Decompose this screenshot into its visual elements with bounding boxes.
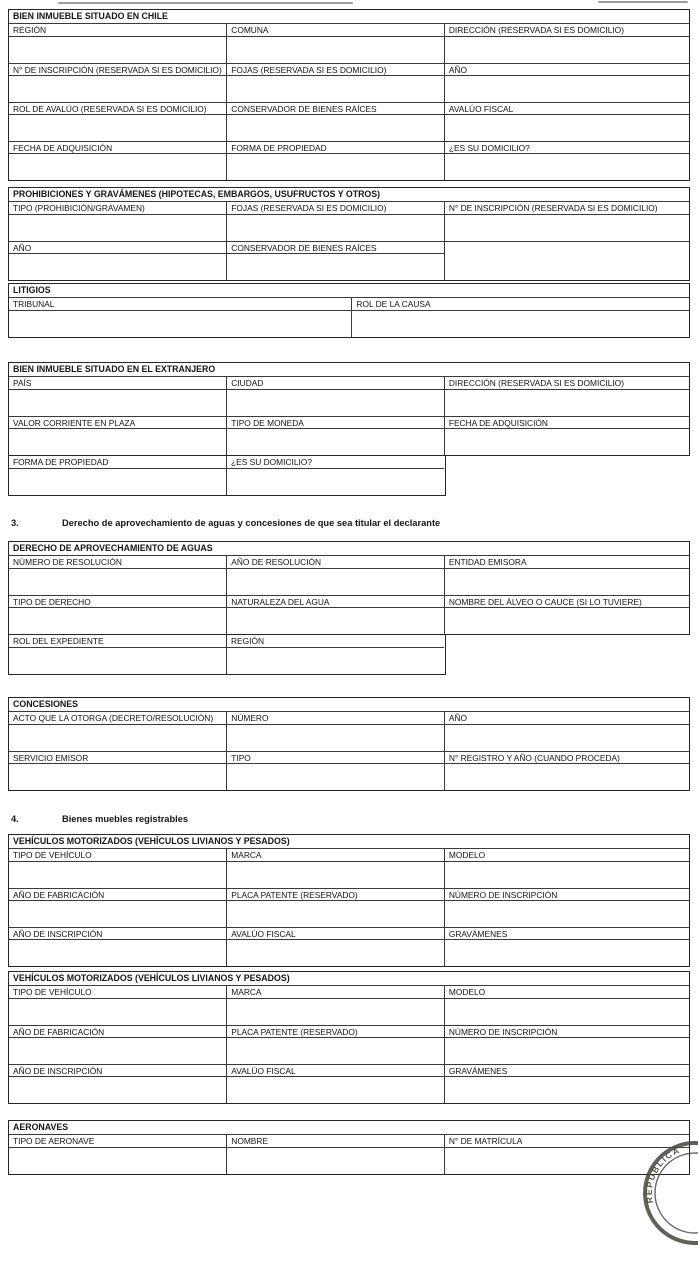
field-value-empty <box>445 861 689 888</box>
section-heading-3 <box>0 518 698 530</box>
field-value-empty <box>227 36 445 63</box>
field-value-empty <box>352 310 689 337</box>
table-label-row <box>9 1025 689 1037</box>
field-value-empty <box>445 1037 689 1064</box>
table-value-row <box>9 428 689 455</box>
field-label: NÚMERO <box>227 712 445 724</box>
field-value-empty <box>227 724 445 751</box>
field-label: NOMBRE DEL ÁLVEO O CAUCE (SI LO TUVIERE) <box>445 595 689 607</box>
table-title: PROHIBICIONES Y GRAVÁMENES (HIPOTECAS, EMBARGOS, USUFRUCTOS Y OTROS) <box>9 188 689 202</box>
field-label: AVALÚO FISCAL <box>227 1064 445 1076</box>
field-label: TRIBUNAL <box>9 298 352 310</box>
field-value-empty <box>227 214 445 241</box>
field-value-empty <box>227 939 445 966</box>
table-value-row <box>9 214 689 241</box>
table-title: AERONAVES <box>9 1121 689 1135</box>
table-label-row <box>9 986 689 998</box>
field-label: ENTIDAD EMISORA <box>448 557 527 567</box>
field-label: TIPO (PROHIBICIÓN/GRAVAMEN) <box>9 202 227 214</box>
table-value-row <box>9 939 689 966</box>
field-label: TIPO <box>227 751 445 763</box>
field-value-empty <box>9 998 227 1025</box>
field-value-empty <box>9 75 227 102</box>
field-value-empty <box>9 468 227 495</box>
table-label-row <box>9 1135 689 1147</box>
field-label: N° DE INSCRIPCIÓN (RESERVADA SI ES DOMICILIO) <box>9 63 227 75</box>
field-label: NÚMERO DE RESOLUCIÓN <box>9 556 227 568</box>
field-value-empty <box>9 428 227 455</box>
field-label: TIPO DE AERONAVE <box>9 1135 227 1147</box>
field-value-empty <box>9 939 227 966</box>
table-label-row <box>9 241 689 253</box>
field-value-empty <box>445 253 689 280</box>
field-value-empty <box>227 607 445 634</box>
table-value-row <box>9 1147 689 1174</box>
field-label: FOJAS (RESERVADA SI ES DOMICILIO) <box>227 63 445 75</box>
field-label: NATURALEZA DEL AGUA <box>227 595 445 607</box>
field-label: ¿ES SU DOMICILIO? <box>445 141 689 153</box>
section-heading-4 <box>0 814 698 826</box>
field-value-empty <box>9 310 352 337</box>
field-value-empty <box>227 568 445 595</box>
field-label: CONSERVADOR DE BIENES RAÍCES <box>227 241 445 253</box>
section-number: 4. <box>11 814 19 824</box>
field-value-empty <box>445 1076 689 1103</box>
table-value-row <box>9 36 689 63</box>
field-label: N° REGISTRO Y AÑO (CUANDO PROCEDA) <box>445 751 689 763</box>
table-title: VEHÍCULOS MOTORIZADOS (VEHÍCULOS LIVIANOS Y PESADOS) <box>9 835 689 849</box>
field-value-empty <box>9 389 227 416</box>
table-label-row <box>9 849 689 861</box>
section-number: 3. <box>11 518 19 528</box>
field-value-empty <box>227 75 445 102</box>
table-value-row <box>9 1037 689 1064</box>
table-prohibiciones-gravamenes <box>8 187 690 281</box>
table-derecho-aguas <box>8 541 690 675</box>
field-label: NÚMERO DE INSCRIPCIÓN <box>445 1025 689 1037</box>
table-label-row <box>9 888 689 900</box>
field-value-empty <box>227 763 445 790</box>
table-bien-inmueble-extranjero <box>8 362 690 496</box>
field-label: MODELO <box>448 850 486 860</box>
table-label-row <box>9 416 689 428</box>
field-value-empty <box>227 647 444 674</box>
field-label: AÑO DE RESOLUCIÓN <box>227 556 445 568</box>
table-title: LITIGIOS <box>9 284 689 298</box>
field-value-empty <box>227 114 445 141</box>
field-value-empty <box>445 998 689 1025</box>
field-value-empty <box>227 1037 445 1064</box>
table-value-row <box>9 114 689 141</box>
field-label: FECHA DE ADQUISICIÓN <box>445 416 689 428</box>
table-title: DERECHO DE APROVECHAMIENTO DE AGUAS <box>9 542 689 556</box>
field-value-empty <box>445 724 689 751</box>
field-label: AÑO <box>9 241 227 253</box>
scan-artifact <box>58 2 353 4</box>
field-value-empty <box>445 900 689 927</box>
table-litigios <box>8 283 690 338</box>
table-value-row <box>9 900 689 927</box>
field-label: ACTO QUE LA OTORGA (DECRETO/RESOLUCIÓN) <box>9 712 227 724</box>
field-label: AÑO DE FABRICACIÓN <box>9 888 227 900</box>
table-label-row <box>9 1064 689 1076</box>
table-label-row <box>9 712 689 724</box>
table-title: BIEN INMUEBLE SITUADO EN EL EXTRANJERO <box>9 363 689 377</box>
field-value-empty <box>9 568 227 595</box>
field-value-empty <box>227 1147 445 1174</box>
field-value-empty <box>9 36 227 63</box>
field-label: CONSERVADOR DE BIENES RAÍCES <box>227 102 445 114</box>
field-label: AÑO DE INSCRIPCIÓN <box>9 927 227 939</box>
field-value-empty <box>227 153 445 180</box>
field-value-empty <box>227 468 444 495</box>
table-value-row <box>9 607 689 634</box>
field-label: ROL DE LA CAUSA <box>356 299 431 309</box>
field-value-empty <box>445 75 689 102</box>
field-label: FOJAS (RESERVADA SI ES DOMICILIO) <box>227 202 445 214</box>
field-label: FORMA DE PROPIEDAD <box>227 141 445 153</box>
field-label: PLACA PATENTE (RESERVADO) <box>227 888 445 900</box>
field-value-empty <box>9 1076 227 1103</box>
field-value-empty <box>9 861 227 888</box>
field-label: FECHA DE ADQUISICIÓN <box>9 141 227 153</box>
field-label: AÑO DE FABRICACIÓN <box>9 1025 227 1037</box>
field-value-empty <box>227 998 445 1025</box>
table-value-row <box>9 568 689 595</box>
field-label: SERVICIO EMISOR <box>9 751 227 763</box>
field-label: AÑO <box>445 63 689 75</box>
field-value-empty <box>227 428 445 455</box>
field-label: AÑO <box>448 713 468 723</box>
field-label: TIPO DE MONEDA <box>227 416 445 428</box>
field-value-empty <box>9 647 227 674</box>
table-label-row <box>9 635 445 647</box>
field-label: REGIÓN <box>9 24 227 36</box>
field-label: TIPO DE DERECHO <box>9 595 227 607</box>
field-value-empty <box>9 607 227 634</box>
section-title: Bienes muebles registrables <box>62 814 189 824</box>
table-label-row <box>9 556 689 568</box>
field-value-empty <box>227 861 445 888</box>
field-value-empty <box>9 153 227 180</box>
table-label-row <box>9 24 689 36</box>
field-label: GRAVÁMENES <box>445 1064 689 1076</box>
table-value-row <box>9 763 689 790</box>
scan-artifact <box>598 1 688 3</box>
table-value-row <box>9 310 689 337</box>
field-value-empty <box>9 114 227 141</box>
field-value-empty <box>227 1076 445 1103</box>
field-value-empty <box>445 114 689 141</box>
field-value-empty <box>9 1037 227 1064</box>
table-aeronaves <box>8 1120 690 1175</box>
field-label: N° DE MATRÍCULA <box>448 1136 523 1146</box>
table-label-row <box>9 63 689 75</box>
table-value-row <box>9 153 689 180</box>
table-vehiculos-motorizados-2 <box>8 971 690 1104</box>
field-value-empty <box>445 428 689 455</box>
field-value-empty <box>9 763 227 790</box>
field-value-empty <box>227 253 445 280</box>
field-label: DIRECCIÓN (RESERVADA SI ES DOMICILIO) <box>448 378 624 388</box>
table-label-row <box>9 102 689 114</box>
field-label: FORMA DE PROPIEDAD <box>9 456 227 468</box>
table-label-row <box>9 927 689 939</box>
field-label: MARCA <box>227 849 445 861</box>
field-label: REGIÓN <box>231 636 265 646</box>
field-label: ¿ES SU DOMICILIO? <box>231 457 312 467</box>
field-label: GRAVÁMENES <box>445 927 689 939</box>
field-value-empty <box>9 1147 227 1174</box>
field-value-empty <box>445 36 689 63</box>
field-label: COMUNA <box>227 24 445 36</box>
field-value-empty <box>445 763 689 790</box>
field-label: NÚMERO DE INSCRIPCIÓN <box>445 888 689 900</box>
field-label: AVALÚO FISCAL <box>445 102 689 114</box>
table-title: BIEN INMUEBLE SITUADO EN CHILE <box>9 10 689 24</box>
field-value-empty <box>227 389 445 416</box>
field-label: VALOR CORRIENTE EN PLAZA <box>9 416 227 428</box>
table-value-row <box>9 253 689 280</box>
table-value-row <box>9 389 689 416</box>
field-label: CIUDAD <box>227 377 445 389</box>
field-value-empty <box>9 900 227 927</box>
table-value-row <box>9 75 689 102</box>
table-vehiculos-motorizados-1 <box>8 834 690 967</box>
stamp-arc-text: REPUBLICA <box>643 1144 682 1205</box>
table-label-row <box>9 141 689 153</box>
field-label: PAÍS <box>9 377 227 389</box>
field-label: N° DE INSCRIPCIÓN (RESERVADA SI ES DOMICILIO) <box>448 203 658 213</box>
field-value-empty <box>445 389 689 416</box>
table-label-row <box>9 298 689 310</box>
field-value-empty <box>9 214 227 241</box>
table-concesiones <box>8 697 690 791</box>
field-value-empty <box>445 939 689 966</box>
field-value-empty <box>9 724 227 751</box>
field-label: NOMBRE <box>227 1135 445 1147</box>
field-label: MARCA <box>227 986 445 998</box>
table-bien-inmueble-chile <box>8 9 690 181</box>
table-value-row <box>9 468 445 495</box>
table-value-row <box>9 724 689 751</box>
field-label: MODELO <box>448 987 486 997</box>
field-value-empty <box>445 153 689 180</box>
table-label-row <box>9 377 689 389</box>
table-value-row <box>9 1076 689 1103</box>
table-label-row <box>9 595 689 607</box>
field-label: AÑO DE INSCRIPCIÓN <box>9 1064 227 1076</box>
table-value-row <box>9 861 689 888</box>
table-value-row <box>9 647 445 674</box>
table-label-row <box>9 202 689 214</box>
field-label: DIRECCIÓN (RESERVADA SI ES DOMICILIO) <box>448 25 624 35</box>
field-value-empty <box>9 253 227 280</box>
field-value-empty <box>445 568 689 595</box>
field-value-empty <box>227 900 445 927</box>
field-label: AVALÚO FISCAL <box>227 927 445 939</box>
section-title: Derecho de aprovechamiento de aguas y concesiones de que sea titular el declarante <box>62 518 441 528</box>
field-value-empty <box>445 607 689 634</box>
table-title: VEHÍCULOS MOTORIZADOS (VEHÍCULOS LIVIANOS Y PESADOS) <box>9 972 689 986</box>
table-label-row <box>9 456 445 468</box>
table-value-row <box>9 998 689 1025</box>
field-label: TIPO DE VEHÍCULO <box>9 849 227 861</box>
table-title: CONCESIONES <box>9 698 689 712</box>
field-label: ROL DE AVALÚO (RESERVADA SI ES DOMICILIO) <box>9 102 227 114</box>
field-label-empty <box>445 241 689 253</box>
field-label: ROL DEL EXPEDIENTE <box>9 635 227 647</box>
table-label-row <box>9 751 689 763</box>
field-label: TIPO DE VEHÍCULO <box>9 986 227 998</box>
field-label: PLACA PATENTE (RESERVADO) <box>227 1025 445 1037</box>
field-value-empty <box>445 214 689 241</box>
